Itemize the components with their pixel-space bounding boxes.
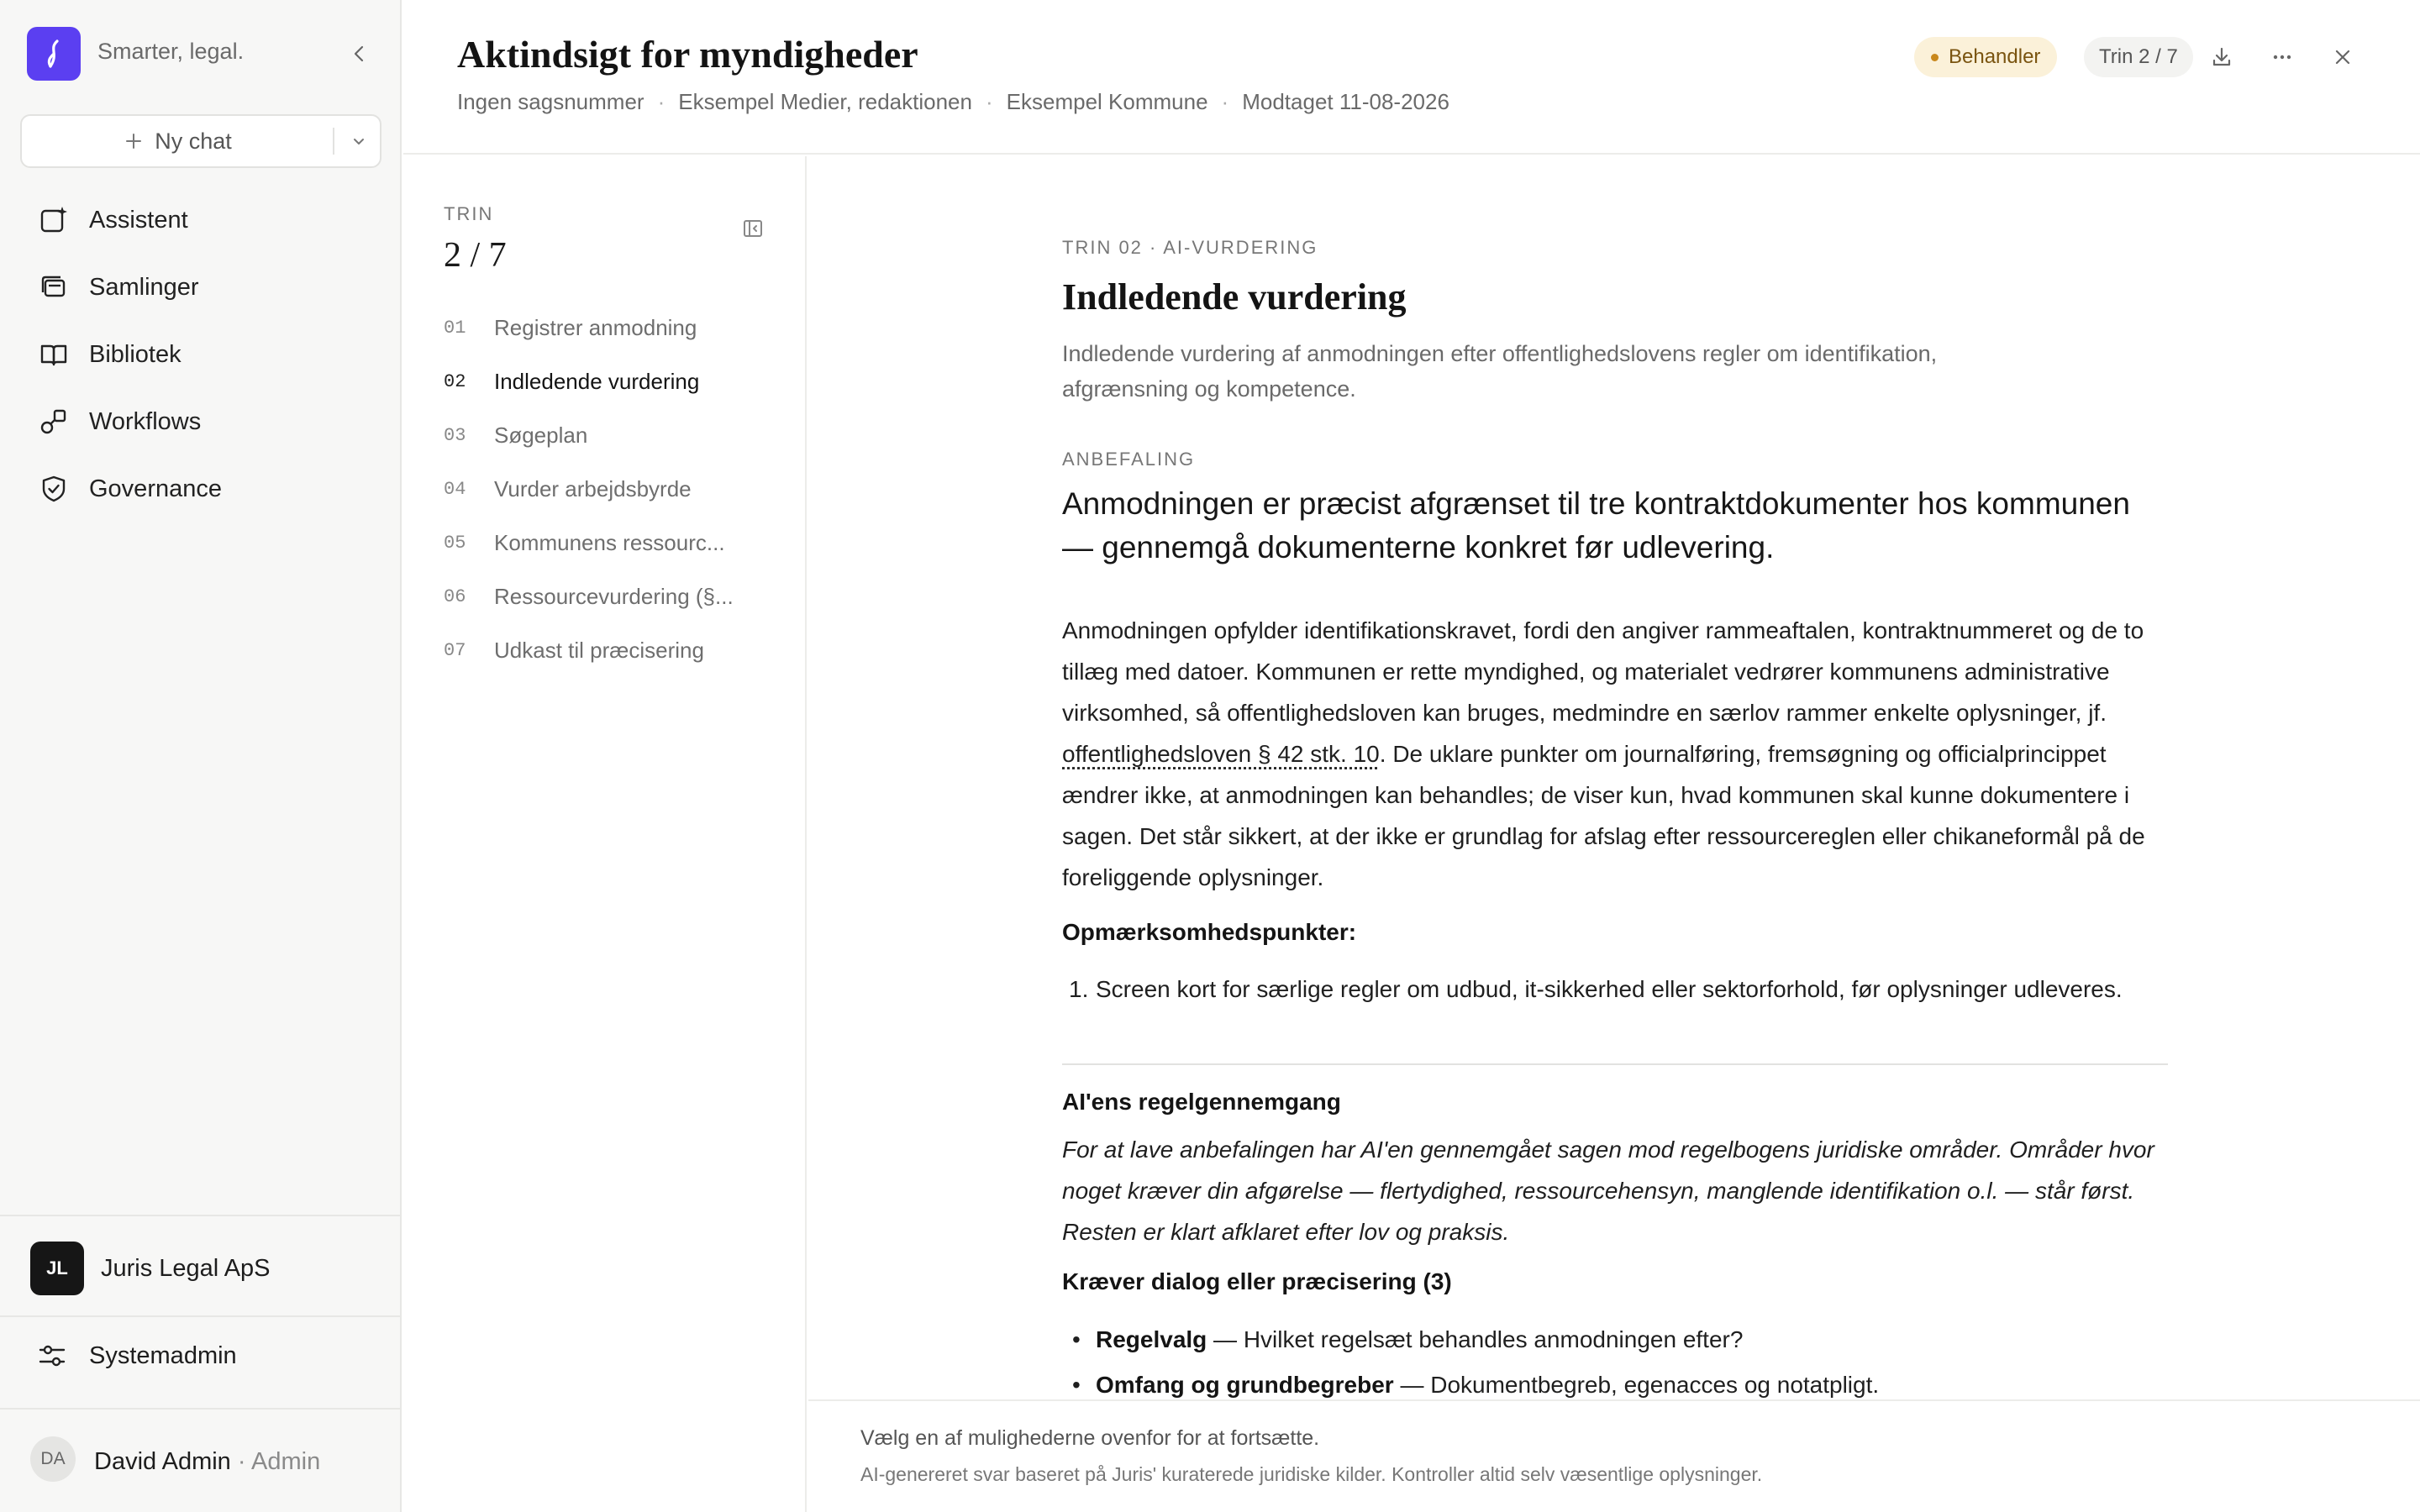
- org-avatar: JL: [30, 1242, 84, 1295]
- panel-collapse-icon: [741, 217, 765, 240]
- recommendation-label: ANBEFALING: [1062, 449, 1196, 470]
- dialog-heading: Kræver dialog eller præcisering (3): [1062, 1268, 1452, 1294]
- new-chat-control: [20, 114, 381, 168]
- more-horizontal-icon: [2270, 45, 2294, 69]
- brand-tagline: Smarter, legal.: [97, 39, 245, 64]
- case-authority: Eksempel Kommune: [1006, 89, 1208, 114]
- chevron-down-icon: [350, 133, 367, 150]
- recommendation-text: Anmodningen er præcist afgrænset til tre kontraktdokumenter hos kommunen — gennemgå dokumenterne konkret før udlevering.: [1062, 486, 2130, 564]
- org-name: Juris Legal ApS: [101, 1255, 271, 1282]
- status-label: Behandler: [1949, 45, 2041, 68]
- sidebar: [0, 0, 402, 1512]
- workflows-icon: [37, 405, 71, 438]
- org-switcher[interactable]: [0, 1215, 400, 1317]
- step-number: 05: [444, 532, 466, 554]
- systemadmin-label: Systemadmin: [89, 1341, 237, 1369]
- list-item[interactable]: [1062, 1362, 2168, 1399]
- step-list: [444, 301, 780, 677]
- sidebar-item-systemadmin[interactable]: [37, 1341, 237, 1371]
- assessment-content[interactable]: [808, 156, 2420, 1399]
- shield-icon: [37, 472, 71, 506]
- section-title: Indledende vurdering: [1062, 276, 1407, 318]
- case-requester: Eksempel Medier, redaktionen: [678, 89, 972, 114]
- case-number: Ingen sagsnummer: [457, 89, 644, 114]
- sidebar-item-label: Governance: [89, 475, 222, 502]
- new-chat-divider: [333, 128, 334, 155]
- dialog-item-desc: — Dokumentbegreb, egenacces og notatpligt.: [1393, 1372, 1880, 1398]
- download-icon: [2210, 45, 2233, 69]
- meta-separator: ·: [1221, 89, 1229, 114]
- section-eyebrow: TRIN 02 · AI-VURDERING: [1062, 237, 1318, 258]
- section-description: Indledende vurdering af anmodningen efter offentlighedslovens regler om identifikation, afgrænsning og kompetence.: [1062, 341, 1938, 402]
- assessment-text-start: Anmodningen opfylder identifikationskravet, fordi den angiver rammeaftalen, kontraktnummeret og de to tillæg med datoer. Kommunen er rette myndighed, og materialet vedrører kommunens administrative virksomhed, så offentlighedsloven kan bruges, medmindre en særlov rammer enkelte oplysninger, jf.: [1062, 617, 2144, 726]
- new-chat-dropdown-button[interactable]: [336, 116, 381, 166]
- sidebar-item-label: Assistent: [89, 206, 188, 234]
- dialog-item-text: [1096, 1362, 1879, 1399]
- step-number: 04: [444, 478, 466, 500]
- content-footer: [808, 1399, 2420, 1512]
- case-meta: [457, 89, 1449, 115]
- sidebar-item-label: Samlinger: [89, 273, 199, 301]
- bullet-icon: •: [1072, 1326, 1081, 1352]
- sidebar-nav: [20, 190, 381, 526]
- ai-disclaimer: AI-genereret svar baseret på Juris' kuraterede juridiske kilder. Kontroller altid selv væsentlige oplysninger.: [860, 1463, 1763, 1485]
- avatar: DA: [30, 1436, 76, 1482]
- rules-description: For at lave anbefalingen har AI'en gennemgået sagen mod regelbogens juridiske områder. Områder hvor noget kræver din afgørelse — flertydighed, ressourcehensyn, manglende identifikation o.l. — står først. Resten er klart afklaret efter lov og praksis.: [1062, 1137, 2154, 1245]
- step-label: Indledende vurdering: [494, 368, 700, 394]
- step-badge: Trin 2 / 7: [2084, 37, 2193, 77]
- collapse-steps-button[interactable]: [736, 212, 770, 245]
- law-reference-link[interactable]: offentlighedsloven § 42 stk. 10: [1062, 741, 1380, 767]
- step-label: Vurder arbejdsbyrde: [494, 475, 692, 501]
- sliders-icon: [37, 1341, 67, 1371]
- step-number: 02: [444, 370, 466, 392]
- chevron-left-icon: [350, 44, 370, 64]
- sidebar-item-label: Bibliotek: [89, 340, 182, 368]
- steps-label: TRIN: [444, 203, 494, 224]
- dialog-item-key: Regelvalg: [1096, 1326, 1207, 1352]
- step-item-05[interactable]: [444, 516, 780, 570]
- case-received: Modtaget 11-08-2026: [1242, 89, 1449, 114]
- step-item-07[interactable]: [444, 623, 780, 677]
- step-number: 03: [444, 424, 466, 446]
- collections-icon: [37, 270, 71, 304]
- step-label: Kommunens ressourc...: [494, 529, 725, 555]
- step-number: 06: [444, 585, 466, 607]
- download-button[interactable]: [2205, 40, 2238, 74]
- user-role: Admin: [251, 1448, 321, 1475]
- bullet-icon: •: [1072, 1372, 1081, 1398]
- step-item-04[interactable]: [444, 462, 780, 516]
- dialog-item-desc: — Hvilket regelsæt behandles anmodningen efter?: [1207, 1326, 1744, 1352]
- meta-separator: ·: [657, 89, 666, 114]
- list-item[interactable]: [1062, 1317, 2168, 1362]
- sidebar-item-label: Workflows: [89, 407, 202, 435]
- step-number: 01: [444, 317, 466, 339]
- close-button[interactable]: [2326, 40, 2360, 74]
- close-icon: [2331, 45, 2354, 69]
- list-number: 1.: [1069, 976, 1089, 1002]
- step-label: Registrer anmodning: [494, 314, 697, 340]
- case-header: [403, 0, 2420, 155]
- new-chat-label: Ny chat: [155, 128, 232, 154]
- attention-text: Screen kort for særlige regler om udbud, it-sikkerhed eller sektorforhold, før oplysninger udleveres.: [1096, 976, 2123, 1002]
- step-item-02[interactable]: [444, 354, 780, 408]
- section-divider: [1062, 1063, 2168, 1065]
- steps-count: 2 / 7: [444, 236, 507, 275]
- assessment-text-end: . De uklare punkter om journalføring, fremsøgning og officialprincippet ændrer ikke, at anmodningen kan behandles; de viser kun, hvad kommunen skal kunne dokumentere i sagen. Det står sikkert, at der ikke er grundlag for afslag efter ressourcereglen eller chikaneformål på de foreliggende oplysninger.: [1062, 741, 2145, 890]
- dialog-item-text: [1096, 1317, 1743, 1362]
- assistant-icon: [37, 203, 71, 237]
- step-item-06[interactable]: [444, 570, 780, 623]
- logo-icon: [37, 37, 71, 71]
- more-options-button[interactable]: [2265, 40, 2299, 74]
- new-chat-button[interactable]: [22, 116, 334, 166]
- status-badge: [1914, 37, 2057, 77]
- step-item-01[interactable]: [444, 301, 780, 354]
- rules-heading: AI'ens regelgennemgang: [1062, 1089, 1341, 1115]
- meta-separator: ·: [985, 89, 993, 114]
- sidebar-item-bibliotek[interactable]: [20, 324, 381, 385]
- assessment-paragraph: [1062, 610, 2168, 898]
- step-label: Udkast til præcisering: [494, 637, 704, 663]
- library-icon: [37, 338, 71, 371]
- user-name-line: [94, 1448, 320, 1476]
- user-menu[interactable]: [0, 1408, 400, 1512]
- step-item-03[interactable]: [444, 408, 780, 462]
- sidebar-item-samlinger[interactable]: [20, 257, 381, 318]
- steps-panel: [403, 156, 807, 1512]
- user-name: David Admin: [94, 1448, 231, 1475]
- page-title: Aktindsigt for myndigheder: [457, 33, 918, 76]
- step-number: 07: [444, 639, 466, 661]
- step-label: Søgeplan: [494, 422, 588, 448]
- status-dot-icon: [1931, 54, 1939, 61]
- dialog-item-key: Omfang og grundbegreber: [1096, 1372, 1394, 1398]
- collapse-sidebar-button[interactable]: [343, 37, 376, 71]
- attention-list-item: [1062, 969, 2168, 1010]
- sidebar-item-workflows[interactable]: [20, 391, 381, 452]
- dialog-list: [1062, 1317, 2168, 1399]
- footer-prompt: Vælg en af mulighederne ovenfor for at fortsætte.: [860, 1426, 1320, 1450]
- sidebar-item-assistent[interactable]: [20, 190, 381, 250]
- step-label: Ressourcevurdering (§...: [494, 583, 734, 609]
- attention-heading: Opmærksomhedspunkter:: [1062, 919, 1357, 945]
- brand-logo[interactable]: [27, 27, 81, 81]
- sidebar-item-governance[interactable]: [20, 459, 381, 519]
- plus-icon: [124, 132, 143, 150]
- user-role-separator: ·: [237, 1448, 251, 1475]
